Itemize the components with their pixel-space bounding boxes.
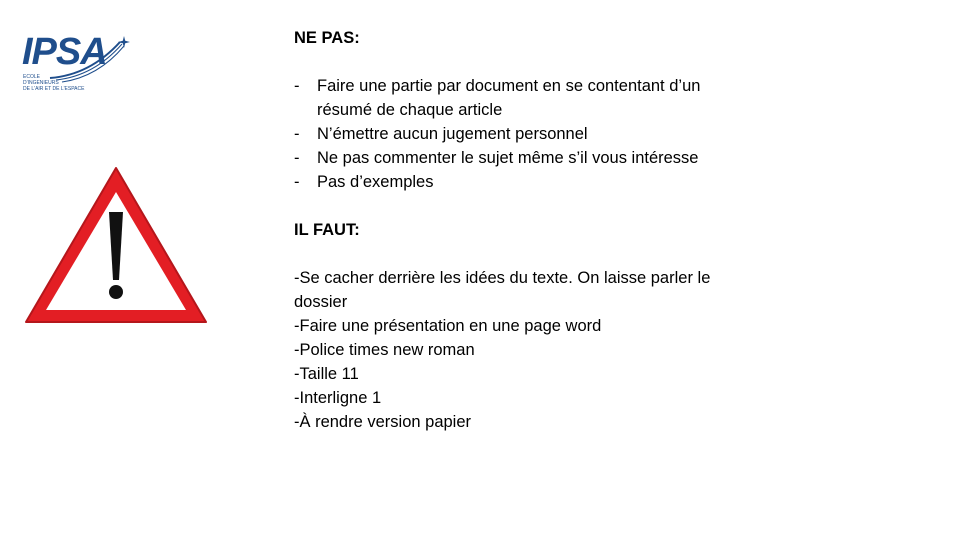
list-item-text: Ne pas commenter le sujet même s’il vous intéresse xyxy=(317,149,699,167)
warning-triangle-icon xyxy=(22,162,210,328)
ipsa-logo-graphic xyxy=(20,20,135,95)
warning-sign xyxy=(22,162,210,328)
ne-pas-heading: NE PAS: xyxy=(294,29,360,47)
list-item xyxy=(294,146,734,170)
list-item-text: N’émettre aucun jugement personnel xyxy=(317,125,588,143)
dash-bullet: - xyxy=(294,173,300,191)
dash-bullet: - xyxy=(294,149,300,167)
dash-bullet: - xyxy=(294,77,300,95)
dash-bullet: - xyxy=(294,125,300,143)
il-faut-line: -À rendre version papier xyxy=(294,413,472,431)
ne-pas-list xyxy=(294,74,734,194)
il-faut-line: -Police times new roman xyxy=(294,341,475,359)
il-faut-line: -Interligne 1 xyxy=(294,389,382,407)
list-item xyxy=(294,122,734,146)
logo-subtitle-1: ECOLE xyxy=(23,74,40,80)
list-item-text: Pas d’exemples xyxy=(317,173,434,191)
list-item xyxy=(294,170,734,194)
list-item xyxy=(294,74,734,122)
logo-wordmark: IPSA xyxy=(22,31,107,73)
il-faut-list xyxy=(294,266,734,434)
il-faut-line: -Se cacher derrière les idées du texte. On laisse parler le dossier xyxy=(294,269,711,311)
slide-content xyxy=(294,26,734,434)
il-faut-line: -Taille 11 xyxy=(294,365,359,383)
il-faut-line: -Faire une présentation en une page word xyxy=(294,317,602,335)
list-item-text: Faire une partie par document en se contentant d’un résumé de chaque article xyxy=(317,77,701,119)
logo-subtitle-3: DE L'AIR ET DE L'ESPACE xyxy=(23,86,85,92)
ipsa-logo xyxy=(20,20,135,95)
logo-subtitle-2: D'INGENIEURS xyxy=(23,80,59,86)
il-faut-heading: IL FAUT: xyxy=(294,221,360,239)
